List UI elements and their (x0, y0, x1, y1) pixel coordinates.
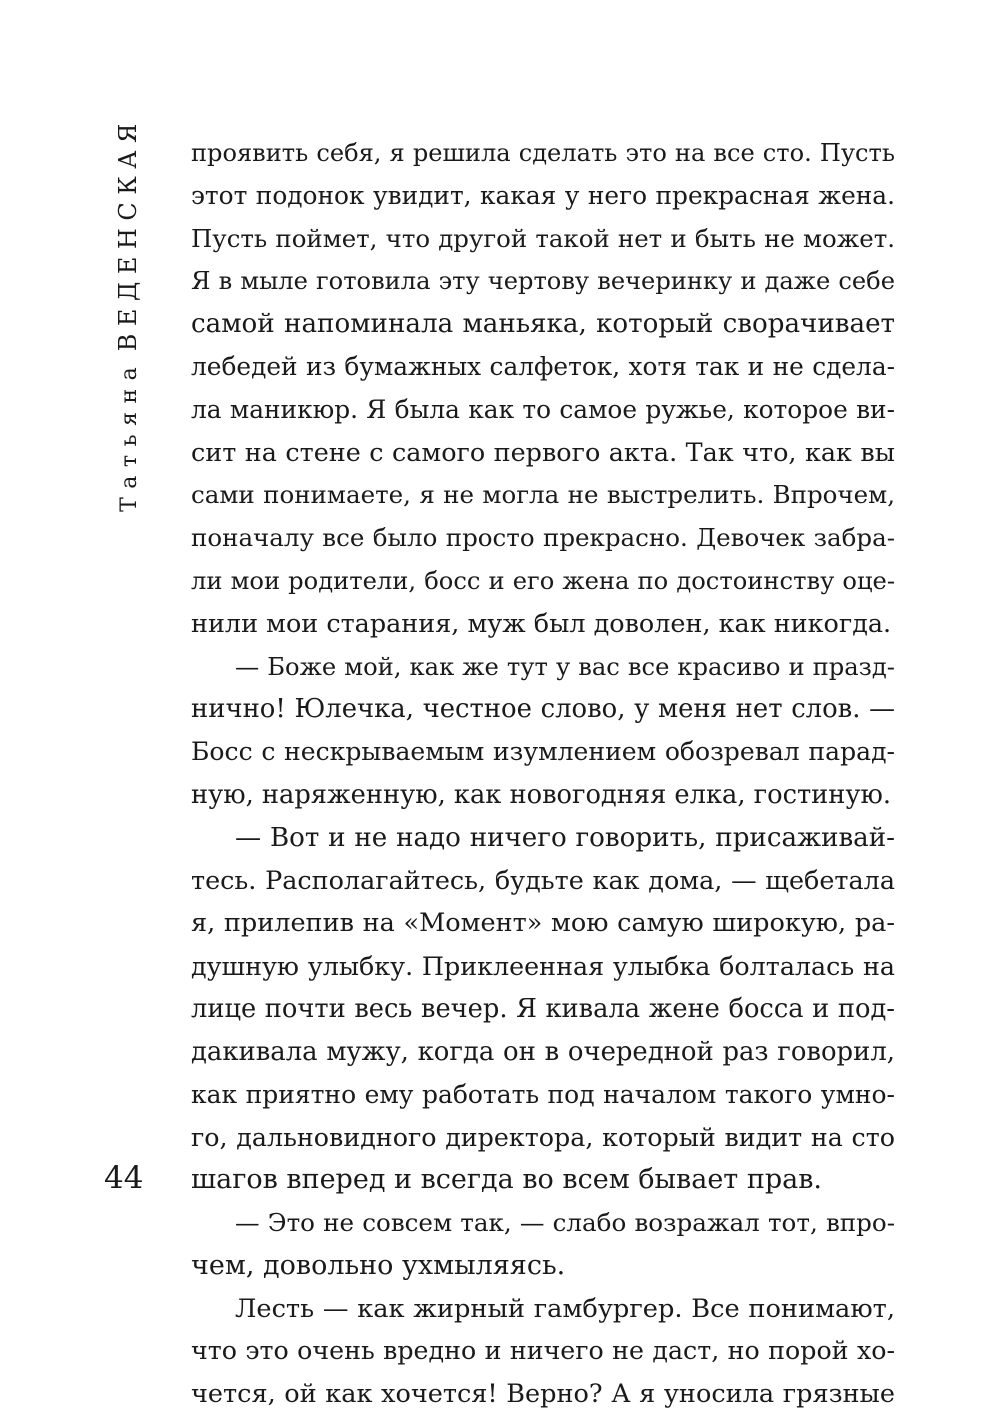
author-last-name: ВЕДЕНСКАЯ (114, 116, 142, 352)
text-line: лице почти весь вечер. Я кивала жене босса и под- (191, 993, 895, 1024)
text-line: Я в мыле готовила эту чертову вечеринку и даже себе (191, 267, 895, 296)
text-line: что это очень вредно и ничего не даст, но порой хо- (191, 1336, 895, 1366)
text-line: — Боже мой, как же тут у вас все красиво и празд- (235, 652, 895, 681)
body-text (191, 132, 895, 1416)
text-line: сами понимаете, я не могла не выстрелить. Впрочем, (191, 480, 895, 510)
text-line: го, дальновидного директора, который видит на сто (191, 1122, 895, 1153)
text-line: самой напоминала маньяка, который сворачивает (191, 309, 895, 340)
text-line: Босс с нескрываемым изумлением обозревал парад- (191, 737, 895, 767)
text-line: ла маникюр. Я была как то самое ружье, которое ви- (191, 394, 895, 424)
text-line: — Вот и не надо ничего говорить, присаживай- (235, 822, 895, 853)
text-line: поначалу все было просто прекрасно. Девочек забра- (191, 523, 895, 553)
text-line: сит на стене с самого первого акта. Так что, как вы (191, 437, 895, 468)
text-line: — Это не совсем так, — слабо возражал тот, впро- (235, 1207, 895, 1237)
text-line: чется, ой как хочется! Верно? А я уносила грязные (191, 1379, 895, 1410)
text-line: Лесть — как жирный гамбургер. Все понимают, (235, 1293, 895, 1324)
text-line: этот подонок увидит, какая у него прекрасная жена. (191, 180, 895, 210)
text-line: ную, наряженную, как новогодняя елка, гостиную. (191, 779, 892, 810)
text-line: я, прилепив на «Момент» мою самую широкую, ра- (191, 908, 895, 939)
text-line: нили мои старания, муж был доволен, как никогда. (191, 608, 892, 639)
text-line: нично! Юлечка, честное слово, у меня нет слов. — (191, 694, 895, 725)
running-head-author (114, 116, 142, 512)
text-line: чем, довольно ухмыляясь. (191, 1249, 566, 1281)
text-line: шагов вперед и всегда во всем бывает прав. (191, 1164, 822, 1196)
text-line: тесь. Располагайтесь, будьте как дома, — щебетала (191, 865, 895, 896)
text-line: как приятно ему работать под началом такого умно- (191, 1079, 895, 1109)
author-first-name: Татьяна (117, 358, 142, 512)
text-line: дакивала мужу, когда он в очередной раз говорил, (191, 1036, 895, 1067)
text-line: лебедей из бумажных салфеток, хотя так и не сдела- (191, 351, 895, 381)
page-number: 44 (104, 1160, 144, 1196)
text-line: душную улыбку. Приклеенная улыбка болталась на (191, 951, 895, 982)
text-line: проявить себя, я решила сделать это на все сто. Пусть (191, 139, 895, 167)
text-line: Пусть поймет, что другой такой нет и быть не может. (191, 223, 895, 253)
text-line: ли мои родители, босс и его жена по достоинству оце- (191, 566, 895, 595)
